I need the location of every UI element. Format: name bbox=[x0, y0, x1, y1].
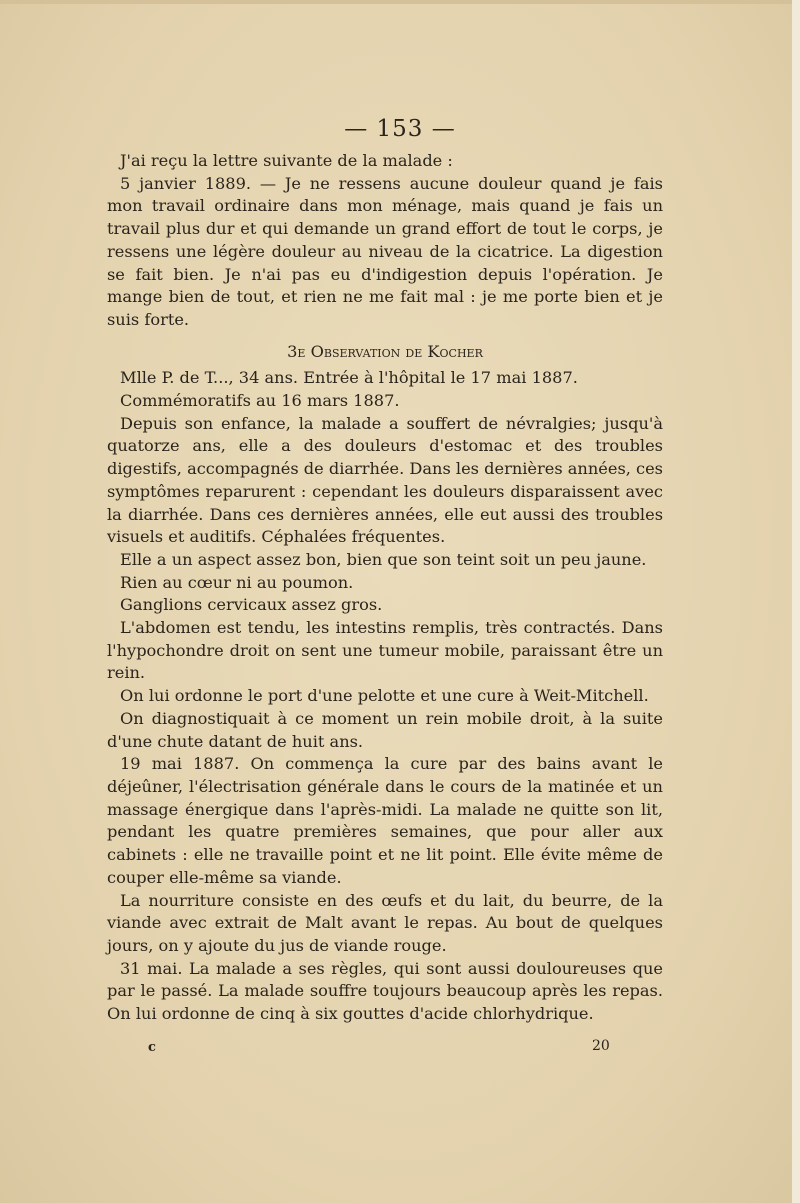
paragraph: 5 janvier 1889. — Je ne ressens aucune douleur quand je fais mon travail ordinaire dans mon ménage, mais quand je fais un travail plus dur et qui demande un grand effort de tout le corps, je ressens une légère douleur au niveau de la cicatrice. La digestion se fait bien. Je n'ai pas eu d'indigestion depuis l'opération. Je mange bien de tout, et rien ne me fait mal : je me porte bien et je suis forte. bbox=[107, 173, 663, 329]
sheet-number: 20 bbox=[592, 1038, 610, 1054]
paragraph: Depuis son enfance, la malade a souffert de névralgies; jusqu'à quatorze ans, elle a des douleurs d'estomac et des troubles digestifs, accompagnés de diarrhée. Dans les dernières années, ces symptômes reparurent : cependant les douleurs disparaissent avec la diarrhée. Dans ces dernières années, elle eut aussi des troubles visuels et auditifs. Céphalées fréquentes. bbox=[107, 413, 663, 547]
paragraph: Commémoratifs au 16 mars 1887. bbox=[120, 391, 400, 411]
paragraph: Ganglions cervicaux assez gros. bbox=[120, 595, 383, 615]
page-right-edge bbox=[792, 0, 800, 1203]
paragraph: Rien au cœur ni au poumon. bbox=[120, 572, 354, 592]
section-heading: 3e Observation de Kocher bbox=[287, 341, 483, 361]
page-number: — 153 — bbox=[344, 116, 456, 142]
paragraph: 19 mai 1887. On commença la cure par des bains avant le déjeûner, l'électrisation générale dans le cours de la matinée et un massage énergique dans l'après-midi. La malade ne quitte son lit, pendant les quatre premières semaines, que pour aller aux cabinets : elle ne travaille point et ne lit point. Elle évite même de couper elle-même sa viande. bbox=[107, 754, 663, 887]
paragraph: J'ai reçu la lettre suivante de la malade : bbox=[120, 151, 453, 170]
paragraph: La nourriture consiste en des œufs et du lait, du beurre, de la viande avec extrait de Malt avant le repas. Au bout de quelques jours, on y ajoute du jus de viande rouge. bbox=[107, 890, 663, 955]
paragraph: Elle a un aspect assez bon, bien que son teint soit un peu jaune. bbox=[120, 549, 647, 569]
paragraph: 31 mai. La malade a ses règles, qui sont aussi douloureuses que par le passé. La malade souffre toujours beaucoup après les repas. On lui ordonne de cinq à six gouttes d'acide chlorhydrique. bbox=[107, 958, 663, 1024]
body-text bbox=[107, 150, 663, 1026]
paragraph: L'abdomen est tendu, les intestins remplis, très contractés. Dans l'hypochondre droit on sent une tumeur mobile, paraissant être un rein. bbox=[107, 618, 663, 683]
page-top-edge bbox=[0, 0, 800, 4]
signature-mark: c bbox=[148, 1040, 156, 1055]
paragraph: On lui ordonne le port d'une pelotte et une cure à Weit-Mitchell. bbox=[120, 686, 649, 706]
paragraph: On diagnostiquait à ce moment un rein mobile droit, à la suite d'une chute datant de huit ans. bbox=[107, 708, 663, 751]
paragraph: Mlle P. de T..., 34 ans. Entrée à l'hôpital le 17 mai 1887. bbox=[120, 368, 578, 388]
